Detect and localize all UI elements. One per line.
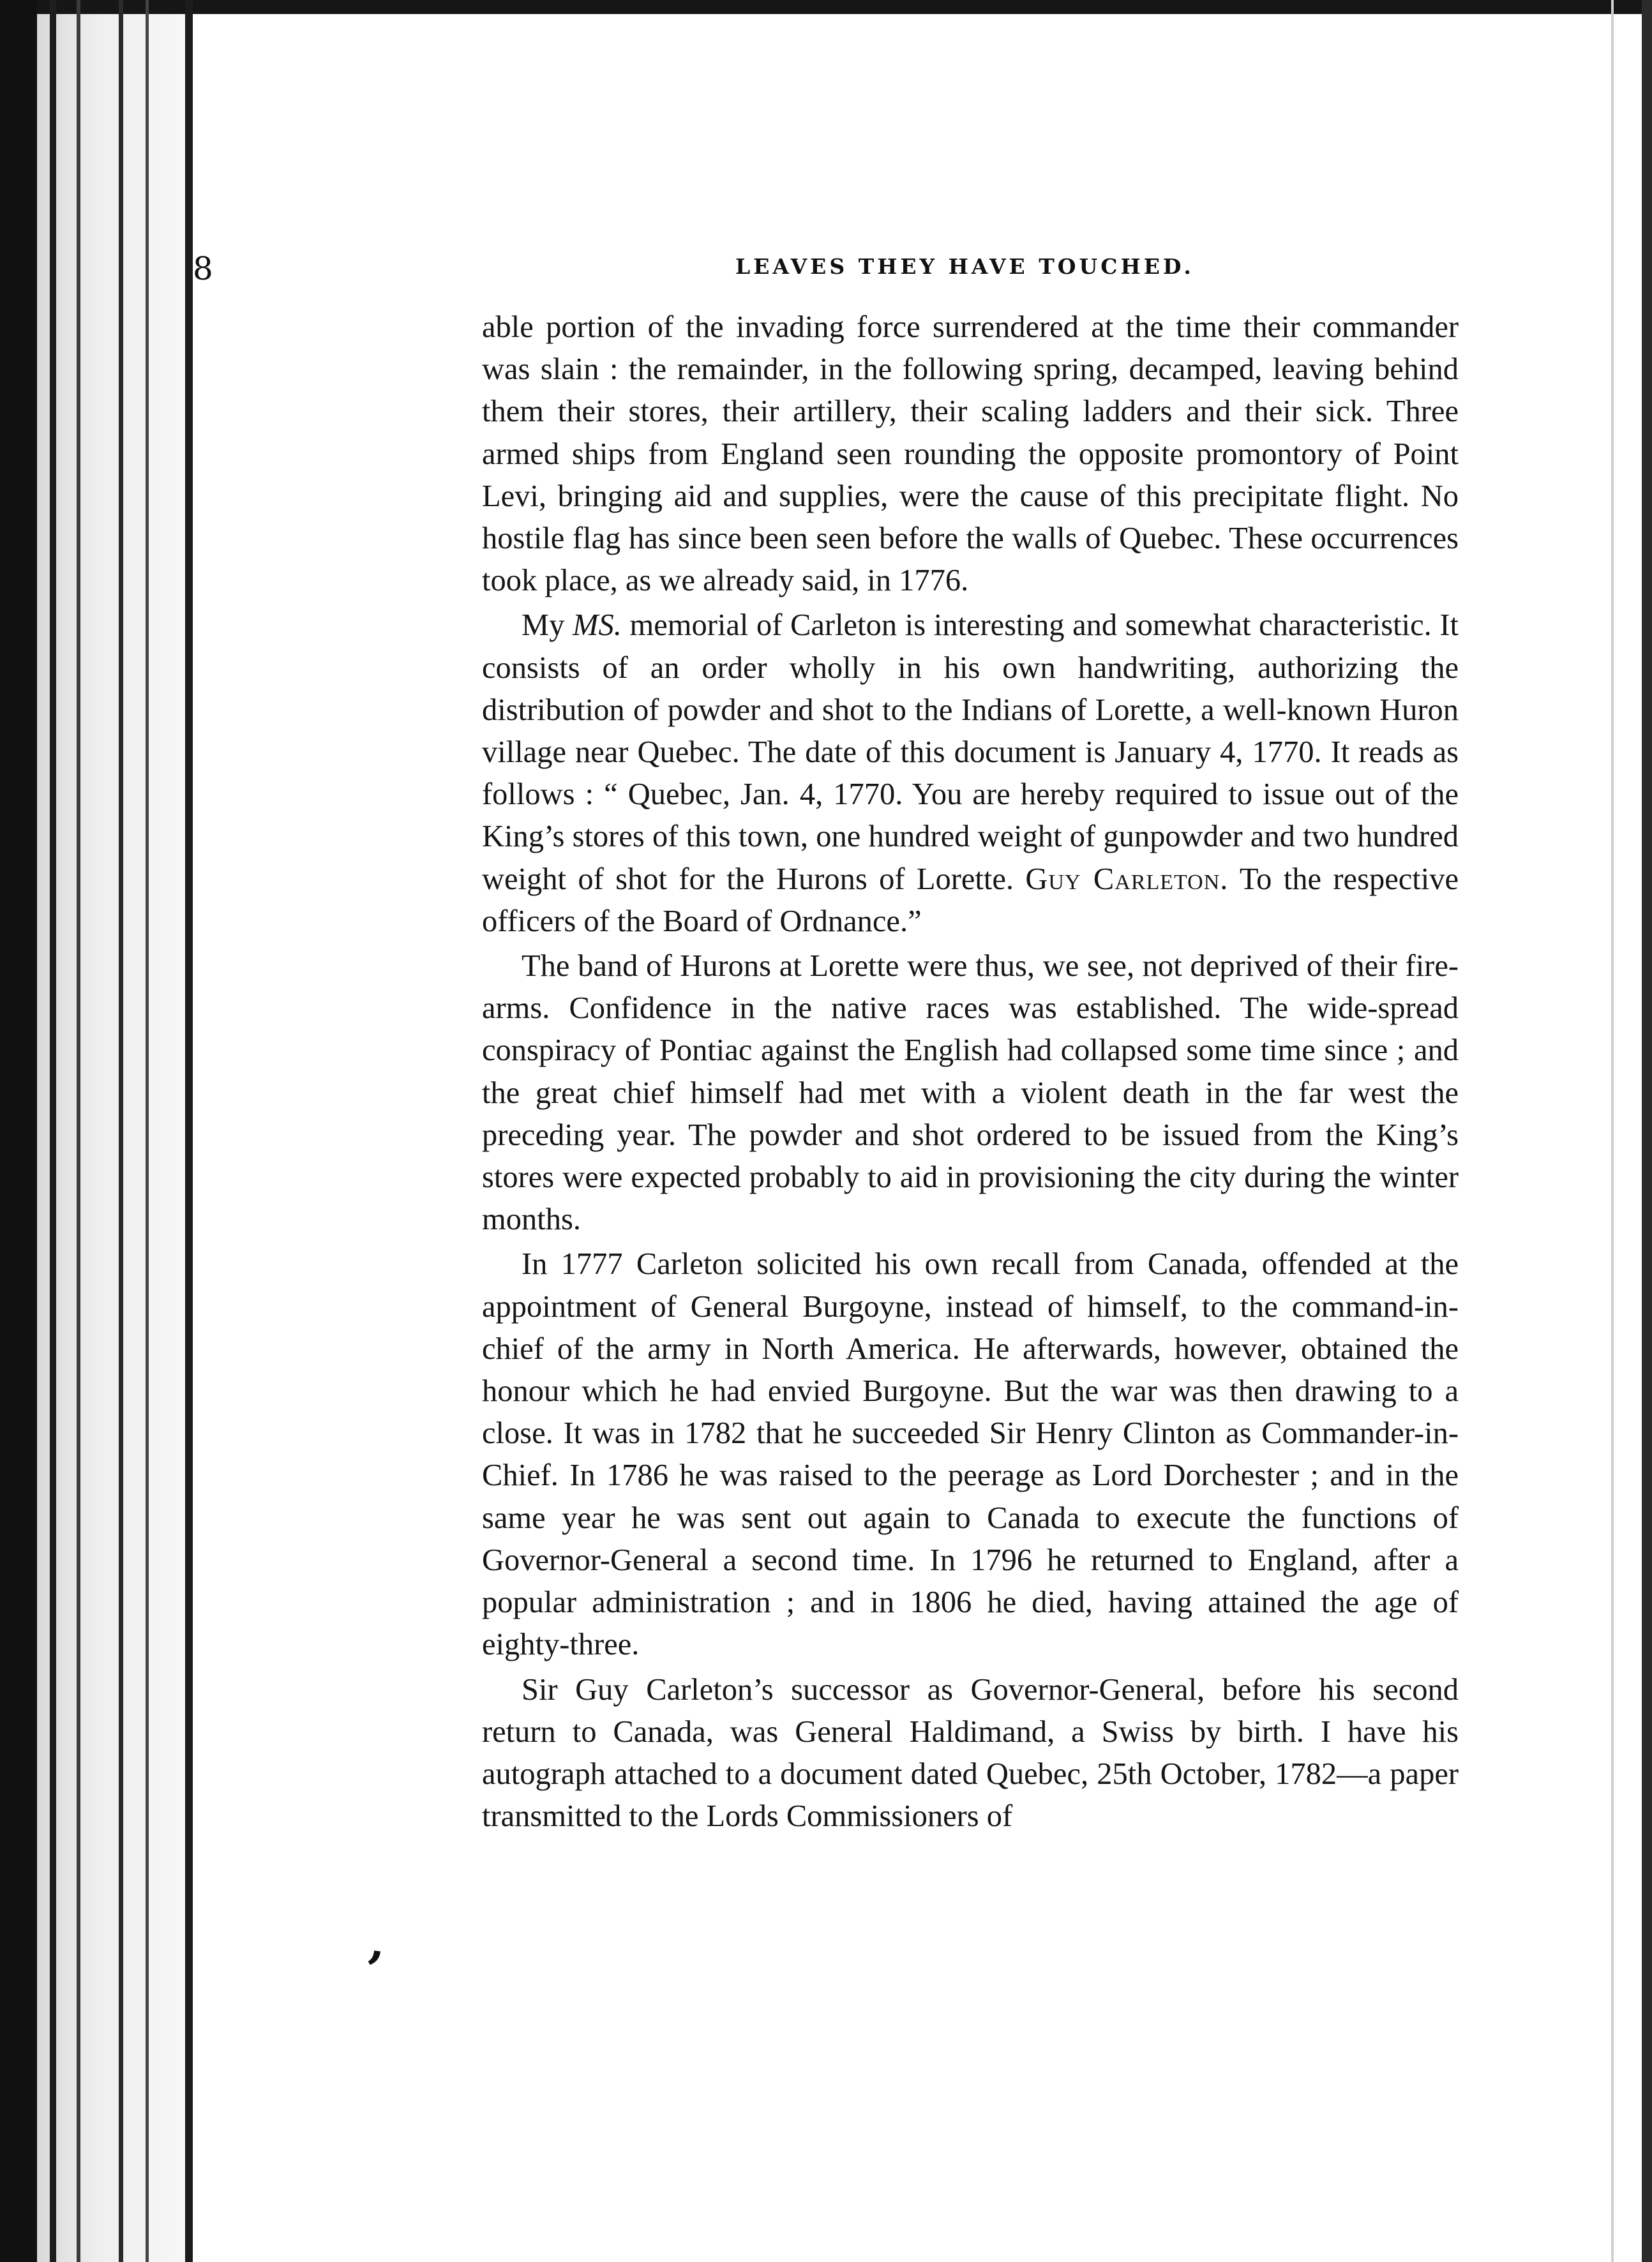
- scan-border-top: [0, 0, 1652, 14]
- paragraph-2: [482, 604, 1459, 943]
- paragraph-2-middle: memorial of Carleton is interesting and somewhat characteristic. It consists of an order wholly in his own handwriting, authorizing the distribution of powder and shot to the Indians of Lorette, a well-known Huron village near Quebec. The date of this document is January 4, 1770. It reads as follows : “ Quebec, Jan. 4, 1770. You are hereby required to issue out of the King’s stores of this town, one hundred weight of gunpowder and two hundred weight of shot for the Hurons of Lorette.: [482, 608, 1459, 896]
- body-text: [482, 306, 1459, 1838]
- page-number: 8: [193, 250, 213, 287]
- paragraph-3: The band of Hurons at Lorette were thus, we see, not deprived of their fire-arms. Confidence in the native races was established. The wide-spread conspiracy of Pontiac against the English had collapsed some time since ; and the great chief himself had met with a violent death in the far west the preceding year. The powder and shot ordered to be issued from the King’s stores were expected probably to aid in provisioning the city during the winter months.: [482, 949, 1459, 1237]
- page-edge-line: [185, 0, 193, 2262]
- scan-border-right: [1642, 0, 1652, 2262]
- paragraph-1: able portion of the invading force surrendered at the time their commander was slain : the remainder, in the following spring, decamped, leaving behind them their stores, their artillery, their scaling ladders and their sick. Three armed ships from England seen rounding the opposite promontory of Point Levi, bringing aid and supplies, were the cause of this precipitate flight. No hostile flag has since been seen before the walls of Quebec. These occurrences took place, as we already said, in 1776.: [482, 310, 1459, 598]
- manuscript-abbrev: MS.: [573, 608, 622, 643]
- paragraph-5: Sir Guy Carleton’s successor as Governor-General, before his second return to Canada, was General Haldimand, a Swiss by birth. I have his autograph attached to a document dated Quebec, 25th October, 1782—a paper transmitted to the Lords Commissioners of: [482, 1672, 1459, 1834]
- page-edge-line: [119, 0, 123, 2262]
- running-head: LEAVES THEY HAVE TOUCHED.: [735, 254, 1194, 279]
- page-stack-shadow: [37, 14, 190, 2262]
- margin-ink-mark: ,: [366, 1914, 390, 1970]
- scan-border-left: [0, 0, 37, 2262]
- signature-guy-carleton: Guy Carleton.: [1025, 862, 1229, 896]
- paragraph-4: In 1777 Carleton solicited his own recall from Canada, offended at the appointment of General Burgoyne, instead of himself, to the command-in-chief of the army in North America. He afterwards, however, obtained the honour which he had envied Burgoyne. But the war was then drawing to a close. It was in 1782 that he succeeded Sir Henry Clinton as Commander-in-Chief. In 1786 he was raised to the peerage as Lord Dorchester ; and in the same year he was sent out again to Canada to execute the functions of Governor-General a second time. In 1796 he returned to England, after a popular administration ; and in 1806 he died, having attained the age of eighty-three.: [482, 1247, 1459, 1662]
- page-edge-line: [77, 0, 80, 2262]
- page-edge-line: [146, 0, 149, 2262]
- paragraph-2-start: My: [522, 608, 573, 643]
- page-edge-line-right: [1611, 0, 1614, 2262]
- paragraph-2-end: To the respective officers of the Board of Ordnance.”: [482, 862, 1459, 938]
- page-edge-line: [50, 0, 56, 2262]
